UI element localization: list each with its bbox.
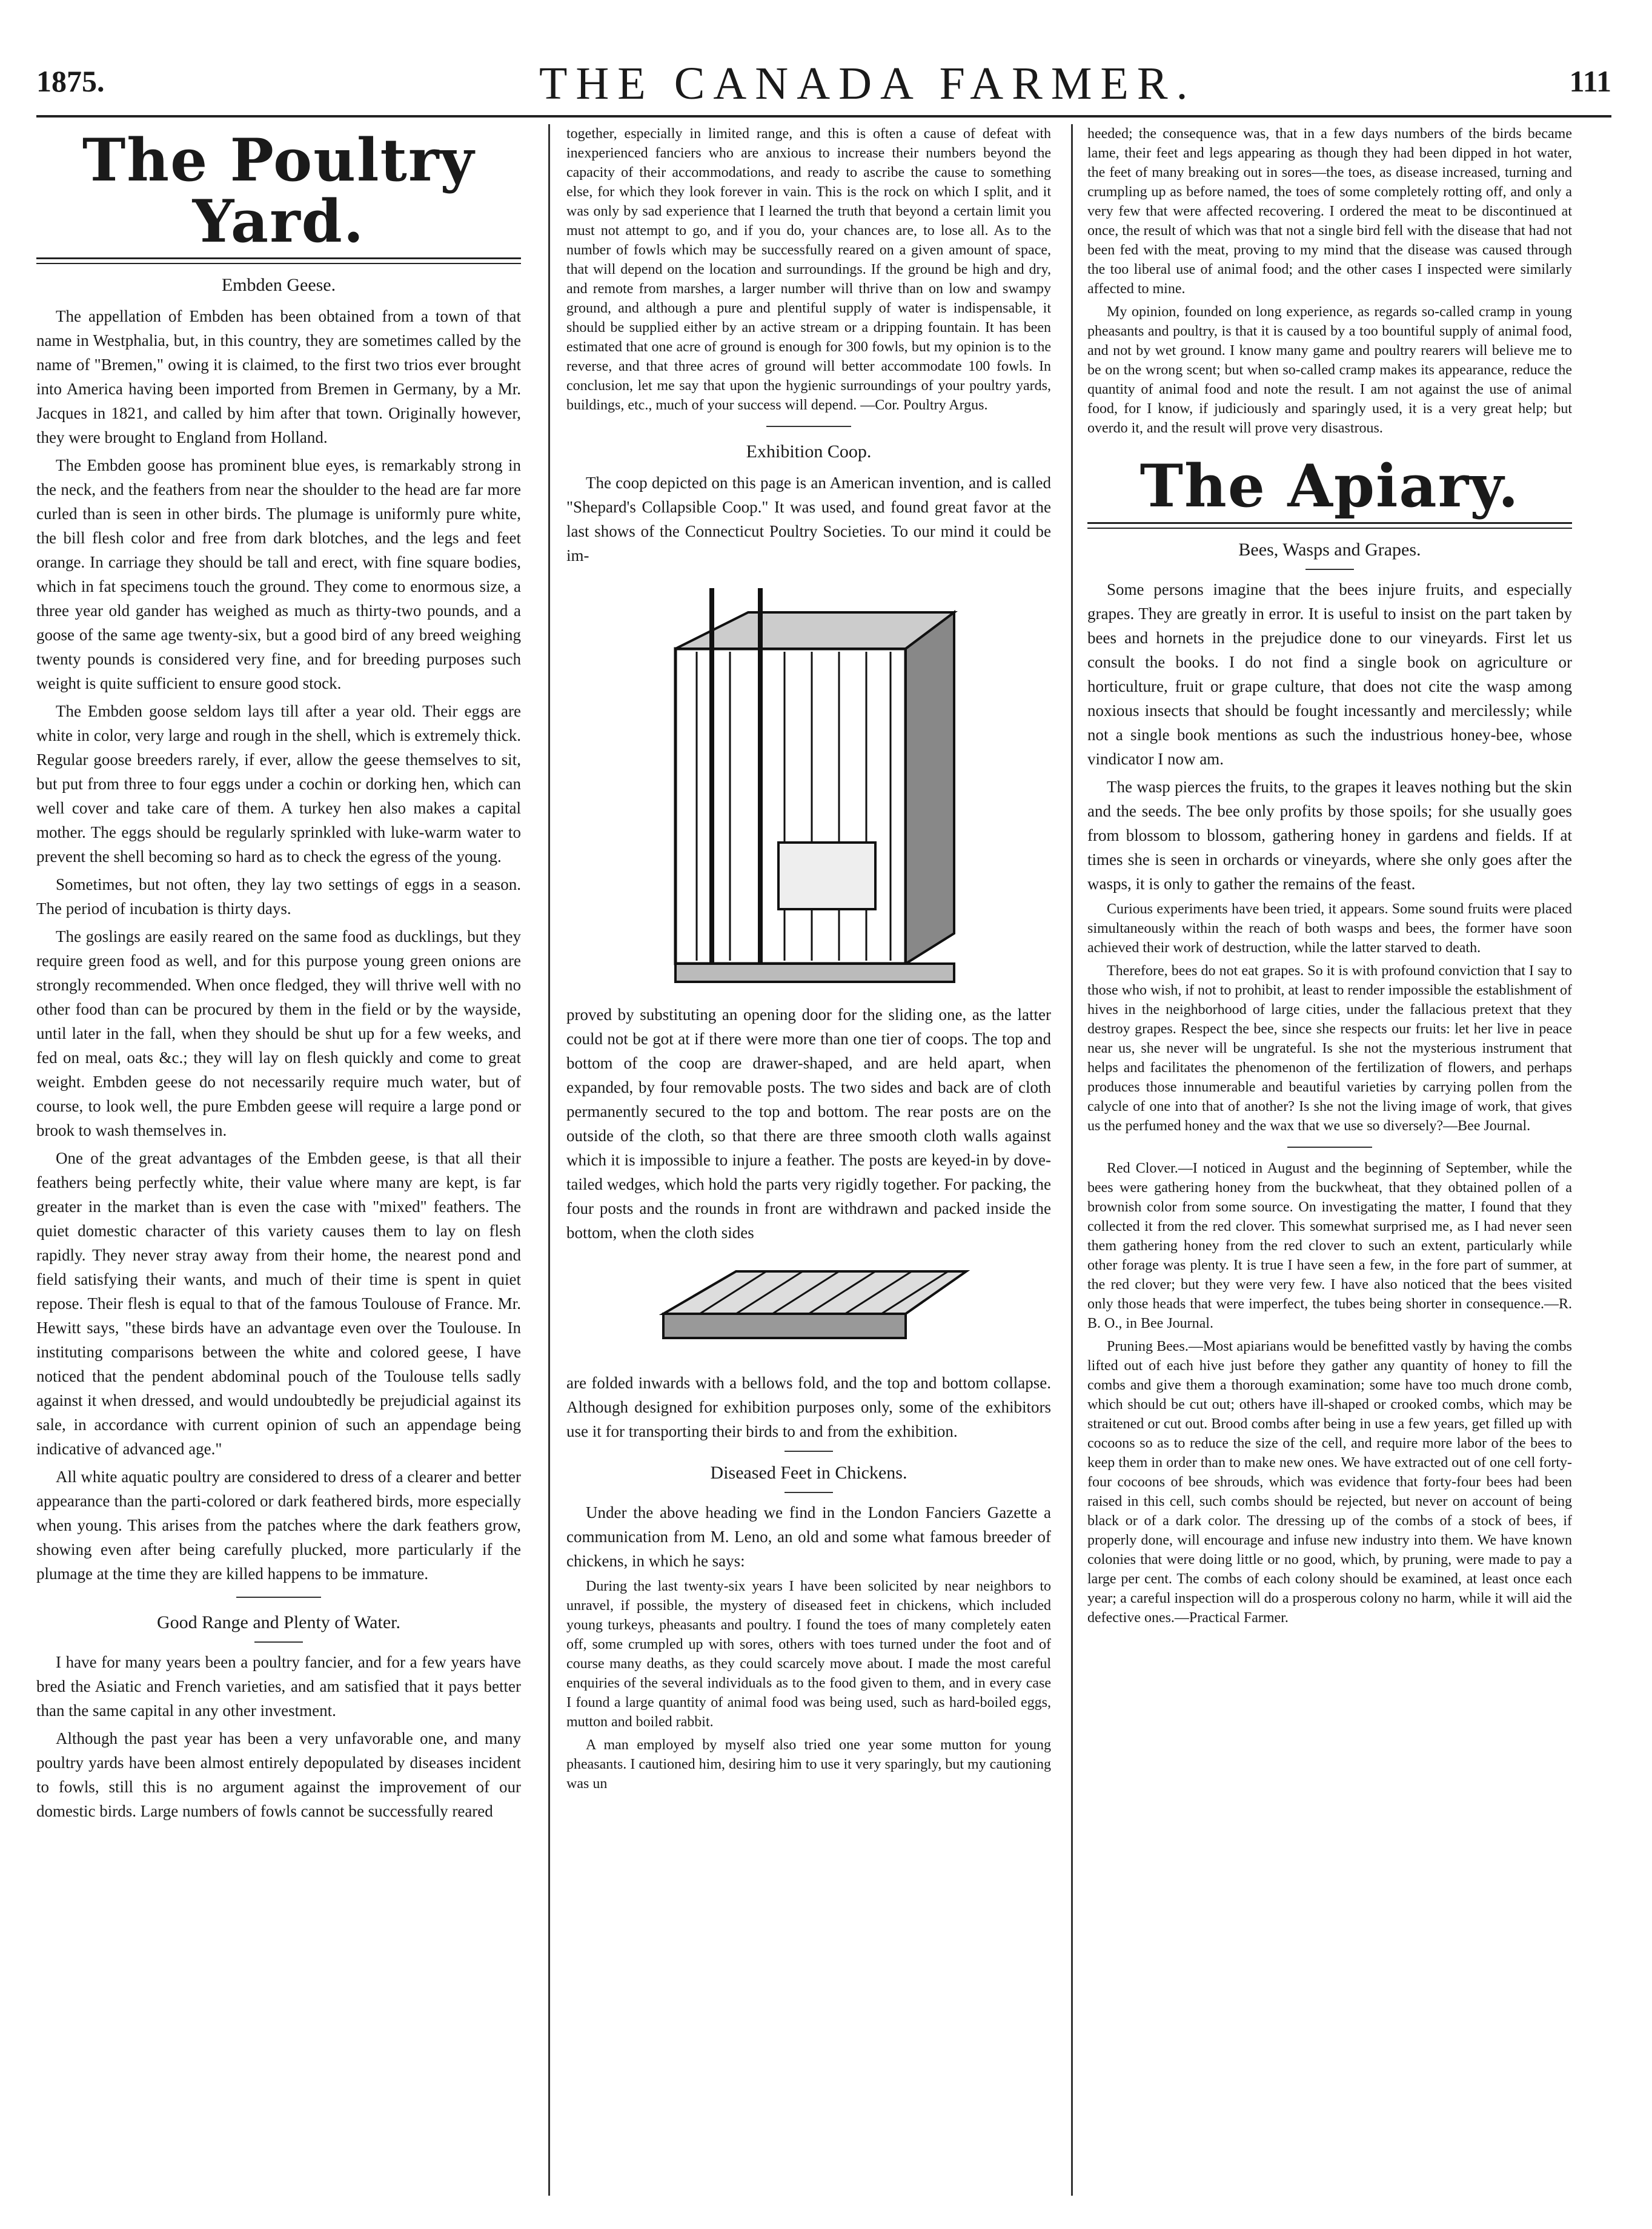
paragraph: One of the great advantages of the Embden geese, is that all their feathers being perfectly white, their value where many are kept, is far greater in the market than is even the case with "mixed" feathers. The quiet domestic character of this variety causes them to lay on flesh rapidly. They never stray away from their home, the nearest pond and field satisfying their wants, and much of their time is spent in quiet repose. Their flesh is equal to that of the famous Toulouse of France. Mr. Hewitt says, "these birds have an advantage even over the Toulouse. In instituting comparisons between the white and colored geese, I have noticed that the pendent abdominal pouch of the Toulouse tells sadly against it when dressed, and would undoubtedly be prejudicial against its sale, in accordance with current opinion of such an appendage being indicative of advanced age." (36, 1148, 521, 1458)
paragraph: Therefore, bees do not eat grapes. So it is with profound conviction that I say to those who wish, if not to prohibit, at least to render impossible the establishment of hives in the neighborhood of large cities, under the fallacious pretext that they destroy grapes. Respect the bee, since she respects our fruits: let her live in peace near us, she never will be ungrateful. Is she not the mysterious instrument that helps and facilitates the phenomenon of the fertilization of flowers, and perhaps produces those innumerable and beautiful varieties by carrying pollen from the calycle of one into that of another? Is she not the living image of work, that gives us the perfumed honey and the wax that we use so diversely?—Bee Journal. (1087, 962, 1572, 1134)
paragraph: are folded inwards with a bellows fold, and the top and bottom collapse. Although designed for exhibition purposes only, some of the exhibitors use it for transporting their birds to and from the exhibition. (566, 1374, 1051, 1440)
paragraph: The appellation of Embden has been obtained from a town of that name in Westphalia, but, in this country, they are sometimes called by the name of "Bremen," owing it is claimed, to the first two trios ever brought into America having been imported from Bremen in Germany, by a Mr. Jacques in 1821, and called by him after that town. Originally however, they were brought to England from Holland. (36, 306, 521, 446)
article-title-embden-geese: Embden Geese. (221, 274, 336, 295)
paragraph: together, especially in limited range, and this is often a cause of defeat with inexperienced fanciers who are anxious to increase their numbers beyond the capacity of their accommodations, and ready to ascribe the cause to something else, for which they look forever in vain. This is the rock on which I split, and it was only by sad experience that I learned the truth that beyond a certain limit you must not attempt to go, and if you do, your chances are, to lose all. As to the number of fowls which may be successfully reared on a given amount of space, that will depend on the location and surroundings. If the ground be high and dry, and remote from marshes, a larger number will thrive than on low and swampy ground, and although a pure and plentiful supply of water is indispensable, it should be supplied either by an active stream or a dripping fountain. It has been estimated that one acre of ground is enough for 300 fowls, but my opinion is to the reverse, and that three acres of ground will better accommodate 100 fowls. In conclusion, let me say that upon the hygienic surroundings of your poultry yards, buildings, etc., much of your success will depend. —Cor. Poultry Argus. (566, 126, 1051, 413)
collapsible-coop-illustration (639, 576, 978, 994)
short-rule (785, 1492, 833, 1493)
paragraph: Although the past year has been a very unfavorable one, and many poultry yards have been almost entirely depopulated by diseases incident to fowls, still this is no argument against the improvement of our domestic birds. Large numbers of fowls cannot be successfully reared (36, 1729, 521, 1820)
paragraph: Some persons imagine that the bees injure fruits, and especially grapes. They are greatly in error. It is useful to insist on the part taken by bees and hornets in the prejudice done to our vineyards. First let us consult the books. I do not find a single book on agriculture or horticulture, fruit or grape culture, that does not cite the wasp among noxious insects that should be fought incessantly and mercilessly; while not a single book mentions as such the industrious honey-bee, whose vindicator I now am. (1087, 580, 1572, 768)
article-title-good-range: Good Range and Plenty of Water. (157, 1612, 400, 1632)
paragraph: All white aquatic poultry are considered to dress of a clearer and better appearance than the parti-colored or dark feathered birds, more especially when young. This arises from the patches where the dark feathers grow, showing even after being carefully plucked, more particularly if the plumage at the time they are killed happens to be immature. (36, 1467, 521, 1583)
paragraph: The Embden goose has prominent blue eyes, is remarkably strong in the neck, and the feathers from near the shoulder to the head are far more curled than is seen in other birds. The plumage is uniformly pure white, the bill flesh color and free from dark blotches, and the legs and feet orange. In carriage they should be tall and erect, with fine square bodies, which in fat specimens touch the ground. They come to enormous size, a three year old gander has weighed as much as thirty-two pounds, and a goose of the same age twenty-six, but a good bird of any breed weighing twenty pounds is considered very fine, and for breeding purposes such weight is quite sufficient to ensure good stock. (36, 455, 521, 692)
ornament-divider (36, 1593, 521, 1601)
paragraph: proved by substituting an opening door for the sliding one, as the latter could not be got at if there were more than one tier of coops. The top and bottom of the coop are drawer-shaped, and are held apart, when expanded, by four removable posts. The two sides and back are of cloth permanently secured to the top and bottom. The rear posts are on the outside of the cloth, so that there are three smooth cloth walls against which it is impossible to injure a feather. The posts are keyed-in by dove-tailed wedges, which hold the parts very rigidly together. For packing, the four posts and the rounds in front are withdrawn and packed inside the bottom, when the cloth sides (566, 1005, 1051, 1242)
paragraph: heeded; the consequence was, that in a few days numbers of the birds became lame, their feet and legs appearing as though they had been dipped in hot water, the feet of many breaking out in sores—the toes, as disease increased, turning and crumpling up as before named, the toes of some completely rotting off, and only a very few that were affected recovering. I ordered the meat to be discontinued at once, the result of which was that not a single bird fell with the disease that had not been fed with the meat, proving to my mind that the disease was caused through the too liberal use of animal food; and the other cases I inspected were similarly affected to mine. (1087, 126, 1572, 297)
paragraph: The goslings are easily reared on the same food as ducklings, but they require green food as well, and for this purpose young green onions are strongly recommended. When once fledged, they will thrive well with no other food than can be procured by them in the field or by the wayside, until later in the fall, when they should be shut up for a few weeks, and fed on meal, oats &c.; they will lay on flesh quickly and come to great weight. Embden geese do not necessarily require much water, but of course, to look well, the pure Embden geese will require a large pond or brook to wash themselves in. (36, 927, 521, 1139)
column-2 (566, 124, 1051, 2196)
article-title-diseased-feet: Diseased Feet in Chickens. (710, 1463, 907, 1483)
header-rule (36, 115, 1611, 118)
paragraph: During the last twenty-six years I have been solicited by near neighbors to unravel, if possible, the mystery of diseased feet in chickens, which included young turkeys, pheasants and poultry. I found the toes of many completely eaten off, some crumpled up with sores, others with toes turned under the foot and of course many deaths, as they could scarcely move about. I made the most careful enquiries of the several individuals as to the food given to them, and in every case I found a large quantity of animal food was being used, such as hard-boiled eggs, mutton and boiled rabbit. (566, 1578, 1051, 1730)
paragraph: The wasp pierces the fruits, to the grapes it leaves nothing but the skin and the seeds. The bee only profits by those spoils; for she usually goes from blossom to blossom, gathering honey in gardens and fields. If at times she is seen in orchards or vineyards, where she only goes after the wasps, it is only to gather the remains of the feast. (1087, 777, 1572, 893)
short-rule (254, 1641, 303, 1643)
masthead (36, 58, 1611, 112)
section-heading-apiary: The Apiary. (1139, 452, 1520, 520)
paragraph: Curious experiments have been tried, it appears. Some sound fruits were placed simultaneously within the reach of both wasps and bees, the former have soon achieved their work of destruction, while the latter starved to death. (1087, 901, 1572, 956)
double-rule (36, 257, 521, 264)
newspaper-title: THE CANADA FARMER. (539, 58, 1196, 109)
paragraph: Under the above heading we find in the London Fanciers Gazette a communication from M. Leno, an old and some what famous breeder of chickens, in which he says: (566, 1503, 1051, 1570)
article-title-bees-wasps: Bees, Wasps and Grapes. (1238, 539, 1421, 560)
column-3 (1087, 124, 1572, 2196)
issue-year: 1875. (36, 64, 105, 98)
paragraph: I have for many years been a poultry fancier, and for a few years have bred the Asiatic and French varieties, and am satisfied that it pays better than the same capital in any other investment. (36, 1652, 521, 1720)
paragraph: My opinion, founded on long experience, as regards so-called cramp in young pheasants and poultry, is that it is caused by a too bountiful supply of animal food, and not by wet ground. I know many game and poultry rearers will believe me to be on the wrong scent; but when so-called cramp makes its appearance, reduce the quantity of animal food and note the result. I am not against the use of animal food, for I know, if judiciously and sparingly used, it is a very great help; but overdo it, and the result will prove very disastrous. (1087, 304, 1572, 436)
paragraph: A man employed by myself also tried one year some mutton for young pheasants. I cautioned him, desiring him to use it very sparingly, but my cautioning was un (566, 1737, 1051, 1792)
column-rule-2 (1071, 124, 1073, 2196)
column-1 (36, 124, 521, 2196)
double-rule (1087, 522, 1572, 529)
page-number: 111 (1569, 64, 1611, 98)
paragraph-pruning-bees: Pruning Bees.—Most apiarians would be benefitted vastly by having the combs lifted out of each hive just before they gather any quantity of honey to fill the combs and give them a thorough examination; some have too much drone comb, which should be cut out; others have ill-shaped or crooked combs, which may be straitened or cut out. Brood combs after being in use a few years, get filled up with cocoons so as to reduce the size of the cell, and require more labor of the bees to keep them in order than to make new ones. We have extracted out of one cell forty-four cocoons of bee shrouds, which was evidence that forty-four bees had been raised in this cell, such combs should be rejected, but never on account of being black or of a dark color. The dressing up of the combs of a stock of bees, if properly done, will encourage and infuse new industry into them. We have known colonies that were doing little or no good, which, by pruning, were made to pay a large per cent. The combs of each colony should be examined, at least once each year; a careful inspection will do a prosperous colony no harm, while it will aid the defective ones.—Practical Farmer. (1087, 1338, 1572, 1626)
paragraph: Sometimes, but not often, they lay two settings of eggs in a season. The period of incubation is thirty days. (36, 875, 521, 918)
ornament-divider (1087, 1143, 1572, 1151)
section-heading-poultry-yard: The Poultry Yard. (82, 126, 476, 256)
ornament-divider (566, 422, 1051, 431)
paragraph-red-clover: Red Clover.—I noticed in August and the beginning of September, while the bees were gathering honey from the buckwheat, that they obtained pollen of a brownish color from some source. On investigating the matter, I found that they collected it from the red clover. This somewhat surprised me, as I had never seen them gathering honey from the red clover to such an extent, particularly while other forage was plenty. It is true I have seen a few, in the fore part of summer, at the red clover; but they were very few. I have also noticed that the bees visited only those heads that were imperfect, the tubes being shorter in consequence.—R. B. O., in Bee Journal. (1087, 1160, 1572, 1331)
column-rule-1 (548, 124, 550, 2196)
short-rule (1305, 569, 1354, 570)
collapsed-coop-illustration (627, 1253, 990, 1362)
short-rule (785, 1451, 833, 1452)
paragraph: The Embden goose seldom lays till after a year old. Their eggs are white in color, very large and rough in the shell, which is extremely thick. Regular goose breeders rarely, if ever, allow the geese themselves to sit, but put from three to four eggs under a cochin or dorking hen, which can well cover and take care of them. A turkey hen also makes a capital mother. The eggs should be regularly sprinkled with luke-warm water to prevent the shell becoming so hard as to check the egress of the young. (36, 701, 521, 866)
paragraph: The coop depicted on this page is an American invention, and is called "Shepard's Collapsible Coop." It was used, and found great favor at the last shows of the Connecticut Poultry Societies. To our mind it could be im- (566, 474, 1051, 565)
article-title-exhibition-coop: Exhibition Coop. (746, 442, 872, 462)
